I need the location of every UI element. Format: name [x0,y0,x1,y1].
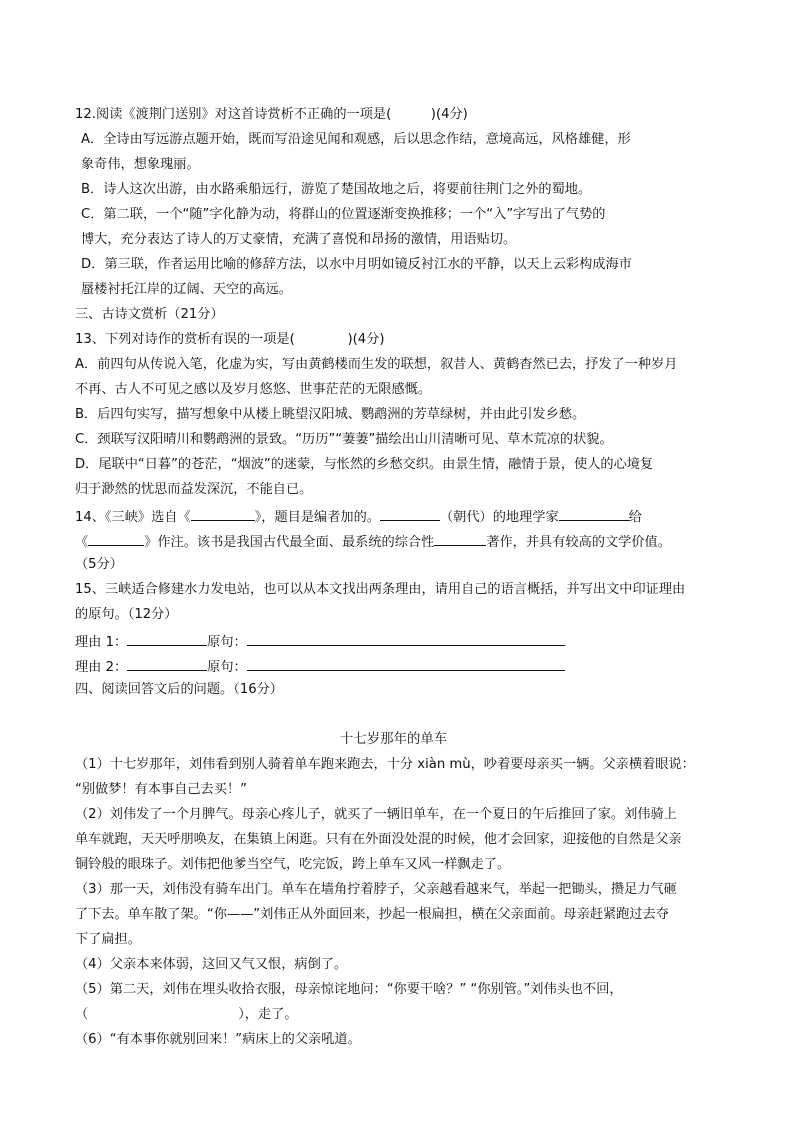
q15-reason-1-label: 理由 1： [75,635,128,650]
q14-blank-genre[interactable] [434,531,486,546]
story-para-5-open-paren: （ [75,1007,89,1022]
story-para-5-line2 [75,1006,298,1024]
q14-text-2: 》，题目是编者加的。 [254,510,380,525]
q14-text-5: 《 [75,535,89,550]
story-para-5-close-text: ），走了。 [238,1007,298,1022]
q15-original-2-blank[interactable] [247,656,565,671]
section-4-heading: 四、阅读回答文后的问题。（16分） [75,682,283,697]
q14-blank-annotated-book[interactable] [88,531,144,546]
q14-line2 [75,531,671,552]
q12-option-c-line1: C．第二联，一个“随”字化静为动，将群山的位置逐渐变换推移；一个“入”字写出了气势的 [81,207,606,222]
q12-option-a-line1: A．全诗由写远游点题开始，既而写沿途见闻和观感，后以思念作结，意境高远，风格雄健，形 [81,132,631,147]
story-para-2-line2: 单车就跑，天天呼朋唤友，在集镇上闲逛。只有在外面没处混的时候，他才会回家，迎接他的自然是父亲 [75,832,682,847]
q14-text-3: （朝代）的地理学家 [439,510,559,525]
q14-blank-geographer[interactable] [559,506,629,521]
story-para-3-line3: 下了扁担。 [75,932,141,947]
q13-option-d-line2: 归于渺然的忧思而益发深沉，不能自已。 [75,482,313,497]
q13-option-a-line2: 不再、古人不可见之感以及岁月悠悠、世事茫茫的无限感慨。 [75,382,432,397]
q14-blank-dynasty[interactable] [380,506,440,521]
q14-text-7: 著作，并具有较高的文学价值。 [486,535,671,550]
story-para-5-line1: （5）第二天，刘伟在埋头收拾衣服，母亲惊诧地问：“你要干啥？” “你别管。”刘伟头也不回， [75,982,623,997]
story-para-2-line1: （2）刘伟发了一个月脾气。母亲心疼儿子，就买了一辆旧单车，在一个夏日的午后推回了家。刘伟骑上 [75,807,677,822]
story-para-4: （4）父亲本来体弱，这回又气又恨，病倒了。 [75,957,348,972]
story-para-1-line1: （1）十七岁那年，刘伟看到别人骑着单车跑来跑去，十分 xiàn mù，吵着要母亲买一辆。父亲横着眼说： [75,757,695,772]
q14-line1 [75,506,642,527]
q14-score: （5分） [75,557,123,572]
story-title: 十七岁那年的单车 [340,732,448,747]
q12-option-c-line2: 博大，充分表达了诗人的万丈豪情，充满了喜悦和昂扬的激情，用语贴切。 [81,232,517,247]
story-para-3-line1: （3）那一天，刘伟没有骑车出门。单车在墙角拧着脖子，父亲越看越来气，举起一把锄头，攒足力气砸 [75,882,677,897]
q15-original-1-blank[interactable] [247,631,565,646]
q15-reason-1-row [75,631,565,652]
story-para-3-line2: 了下去。单车散了架。“你——”刘伟正从外面回来，抄起一根扁担，横在父亲面前。母亲赶紧跑过去夺 [75,907,669,922]
story-para-2-line3: 铜铃般的眼珠子。刘伟把他爹当空气，吃完饭，跨上单车又风一样飘走了。 [75,857,511,872]
q14-text-6: 》作注。该书是我国古代最全面、最系统的综合性 [144,535,435,550]
q15-reason-1-blank[interactable] [127,631,207,646]
q13-stem: 13、下列对诗作的赏析有误的一项是( )(4分) [75,332,385,347]
q13-option-b: B．后四句实写，描写想象中从楼上眺望汉阳城、鹦鹉洲的芳草绿树，并由此引发乡愁。 [75,407,586,422]
q15-stem-line1: 15、三峡适合修建水力发电站，也可以从本文找出两条理由，请用自己的语言概括，并写出文中印证理由 [75,582,686,597]
story-para-6: （6）“有本事你就别回来！”病床上的父亲吼道。 [75,1032,361,1047]
q13-option-d-line1: D．尾联中“日暮”的苍茫，“烟波”的迷蒙，与怅然的乡愁交织。由景生情，融情于景，使人的心境复 [75,457,654,472]
q14-blank-book[interactable] [191,506,255,521]
q15-reason-2-row [75,656,565,677]
q12-option-d-line2: 蜃楼衬托江岸的辽阔、天空的高远。 [81,282,292,297]
q15-original-2-label: 原句： [207,660,247,675]
q12-option-a-line2: 象奇伟，想象瑰丽。 [81,157,200,172]
q12-option-d-line1: D．第三联，作者运用比喻的修辞方法，以水中月明如镜反衬江水的平静，以天上云彩构成海市 [81,257,632,272]
q12-option-b: B．诗人这次出游，由水路乘船远行，游览了楚国故地之后，将要前往荆门之外的蜀地。 [81,182,592,197]
q12-stem: 12.阅读《渡荆门送别》对这首诗赏析不正确的一项是( )(4分) [75,107,468,122]
q14-text-1: 14、《三峡》选自《 [75,510,191,525]
q15-reason-2-label: 理由 2： [75,660,128,675]
q15-original-1-label: 原句： [207,635,247,650]
section-3-heading: 三、古诗文赏析（21分） [75,307,224,322]
q15-reason-2-blank[interactable] [127,656,207,671]
q13-option-a-line1: A．前四句从传说入笔，化虚为实，写由黄鹤楼而生发的联想，叙昔人、黄鹤杳然已去，抒发了一种岁月 [75,357,678,372]
q15-stem-line2: 的原句。（12分） [75,607,178,622]
q14-text-4: 给 [628,510,642,525]
q13-option-c: C．颈联写汉阳晴川和鹦鹉洲的景致。“历历”“萋萋”描绘出山川清晰可见、草木荒凉的状貌。 [75,432,613,447]
story-para-1-line2: “别做梦！有本事自己去买！” [75,782,247,797]
